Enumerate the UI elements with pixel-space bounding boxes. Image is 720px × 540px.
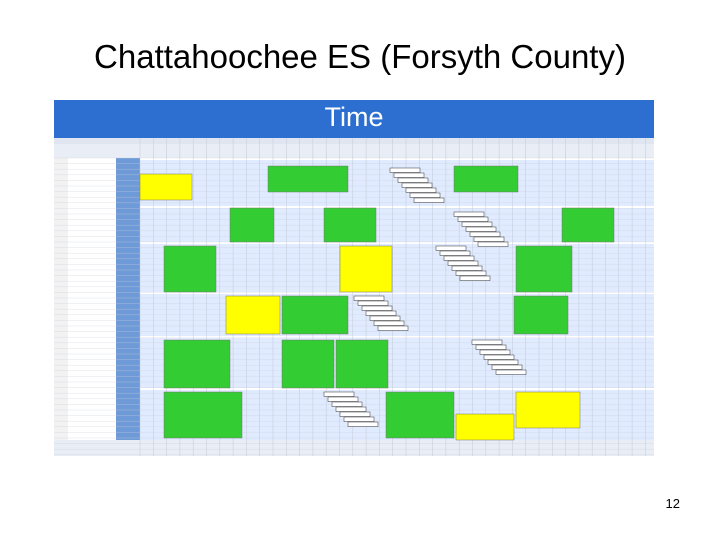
group-band-1: [116, 160, 654, 206]
block-green-r5c: [336, 340, 388, 388]
block-yellow-r6b: [516, 392, 580, 428]
block-green-r2a: [230, 208, 274, 242]
staircase-time-box: [454, 212, 484, 217]
staircase-time-box: [340, 412, 370, 417]
staircase-time-box: [484, 355, 514, 360]
staircase-time-box: [488, 360, 518, 365]
staircase-time-box: [462, 222, 492, 227]
staircase-time-box: [478, 242, 508, 247]
staircase-time-box: [436, 246, 466, 251]
staircase-time-box: [366, 311, 396, 316]
staircase-time-box: [440, 251, 470, 256]
sheet-banner-title: Time: [324, 102, 384, 132]
staircase-time-box: [414, 198, 444, 203]
block-green-r6a: [164, 392, 242, 438]
staircase-time-box: [456, 271, 486, 276]
staircase-time-box: [460, 276, 490, 281]
block-yellow-r3: [340, 246, 392, 292]
block-yellow-r4: [226, 296, 280, 334]
staircase-time-box: [362, 306, 392, 311]
block-green-r5b: [282, 340, 334, 388]
block-green-r5a: [164, 340, 230, 388]
staircase-time-box: [344, 417, 374, 422]
block-green-r4a: [282, 296, 348, 334]
staircase-time-box: [466, 227, 496, 232]
staircase-time-box: [398, 178, 428, 183]
staircase-time-box: [448, 261, 478, 266]
block-yellow-r6a: [456, 414, 514, 440]
staircase-time-box: [358, 301, 388, 306]
staircase-time-box: [394, 173, 424, 178]
block-green-r4b: [514, 296, 568, 334]
staircase-time-box: [378, 326, 408, 331]
staircase-time-box: [374, 321, 404, 326]
staircase-time-box: [336, 407, 366, 412]
staircase-time-box: [348, 422, 378, 427]
block-yellow-r1: [140, 174, 192, 200]
staircase-time-box: [470, 232, 500, 237]
staircase-time-box: [472, 340, 502, 345]
page-number: 12: [665, 496, 680, 511]
staircase-time-box: [452, 266, 482, 271]
staircase-time-box: [476, 345, 506, 350]
block-green-r3a: [164, 246, 216, 292]
staircase-time-box: [444, 256, 474, 261]
block-green-r1a: [268, 166, 348, 192]
schedule-spreadsheet-image: [54, 100, 654, 476]
staircase-time-box: [480, 350, 510, 355]
staircase-time-box: [328, 397, 358, 402]
block-green-r2c: [562, 208, 614, 242]
block-green-r6b: [386, 392, 454, 438]
staircase-time-box: [332, 402, 362, 407]
staircase-time-box: [390, 168, 420, 173]
block-green-r3b: [516, 246, 572, 292]
staircase-time-box: [410, 193, 440, 198]
staircase-time-box: [324, 392, 354, 397]
block-green-r1b: [454, 166, 518, 192]
block-green-r2b: [324, 208, 376, 242]
staircase-time-box: [458, 217, 488, 222]
staircase-time-box: [474, 237, 504, 242]
staircase-time-box: [370, 316, 400, 321]
staircase-time-box: [354, 296, 384, 301]
staircase-time-box: [402, 183, 432, 188]
staircase-time-box: [492, 365, 522, 370]
schedule-grid: [54, 100, 654, 476]
staircase-time-box: [496, 370, 526, 375]
slide-title: Chattahoochee ES (Forsyth County): [94, 38, 626, 75]
staircase-time-box: [406, 188, 436, 193]
